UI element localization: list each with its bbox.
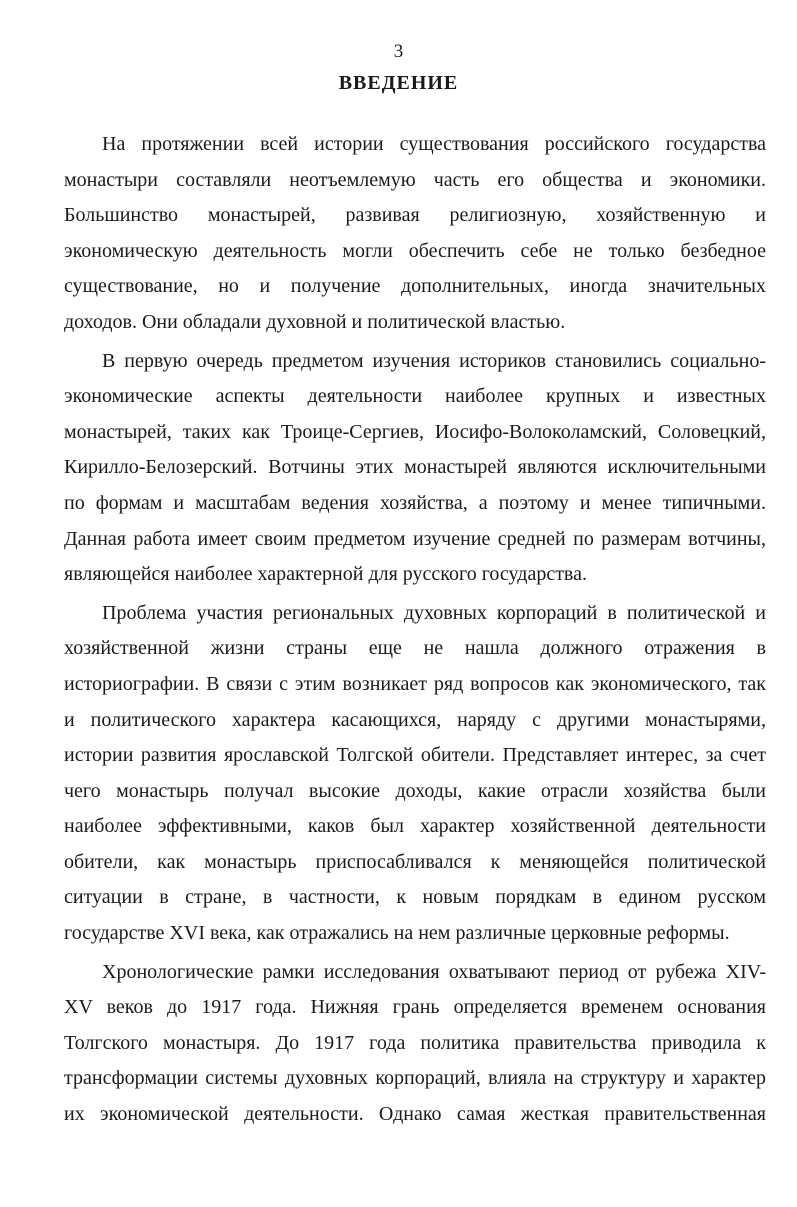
text-line: истории развития ярославской Толгской обители. Представляет интерес, за счет (64, 744, 766, 767)
text-line: Проблема участия региональных духовных корпораций в политической и (102, 601, 766, 624)
paragraph (64, 344, 766, 593)
document-body (64, 127, 766, 1133)
text-line: Большинство монастырей, развивая религиозную, хозяйственную и (64, 204, 766, 227)
text-line: XV веков до 1917 года. Нижняя грань определяется временем основания (64, 996, 766, 1019)
text-line: Толгского монастыря. До 1917 года политика правительства приводила к (64, 1031, 766, 1054)
text-line: хозяйственной жизни страны еще не нашла должного отражения в (64, 637, 766, 660)
paragraph (64, 596, 766, 952)
text-line: монастыри составляли неотъемлемую часть его общества и экономики. (64, 168, 766, 191)
page-title: ВВЕДЕНИЕ (338, 72, 459, 94)
text-line: В первую очередь предметом изучения историков становились социально- (102, 349, 766, 372)
text-line: существование, но и получение дополнительных, иногда значительных (64, 275, 766, 298)
text-line: наиболее эффективными, каков был характер хозяйственной деятельности (64, 815, 766, 838)
text-line: и политического характера касающихся, наряду с другими монастырями, (64, 708, 766, 731)
text-line: являющейся наиболее характерной для русского государства. (64, 563, 587, 586)
text-line: экономические аспекты деятельности наиболее крупных и известных (64, 385, 766, 408)
text-line: Хронологические рамки исследования охватывают период от рубежа XIV- (102, 960, 766, 983)
text-line: Данная работа имеет своим предметом изучение средней по размерам вотчины, (64, 527, 766, 550)
text-line: чего монастырь получал высокие доходы, какие отрасли хозяйства были (64, 779, 766, 802)
text-line: трансформации системы духовных корпораций, влияла на структуру и характер (64, 1067, 766, 1090)
text-line: доходов. Они обладали духовной и политической властью. (64, 310, 566, 333)
text-line: монастырей, таких как Троице-Сергиев, Иосифо-Волоколамский, Соловецкий, (64, 420, 766, 443)
text-line: государстве XVI века, как отражались на нем различные церковные реформы. (64, 922, 730, 945)
text-line: На протяжении всей истории существования российского государства (102, 133, 766, 155)
text-line: по формам и масштабам ведения хозяйства, а поэтому и менее типичными. (64, 491, 766, 514)
text-line: их экономической деятельности. Однако самая жесткая правительственная (64, 1103, 766, 1126)
paragraph (64, 127, 766, 341)
page-number: 3 (393, 41, 404, 62)
text-line: Кирилло-Белозерский. Вотчины этих монастырей являются исключительными (64, 456, 766, 479)
text-line: обители, как монастырь приспосабливался к меняющейся политической (64, 850, 766, 873)
text-line: экономическую деятельность могли обеспечить себе не только безбедное (64, 239, 766, 262)
paragraph (64, 955, 766, 1133)
text-line: историографии. В связи с этим возникает ряд вопросов как экономического, так (64, 672, 766, 695)
text-line: ситуации в стране, в частности, к новым порядкам в едином русском (64, 886, 766, 909)
